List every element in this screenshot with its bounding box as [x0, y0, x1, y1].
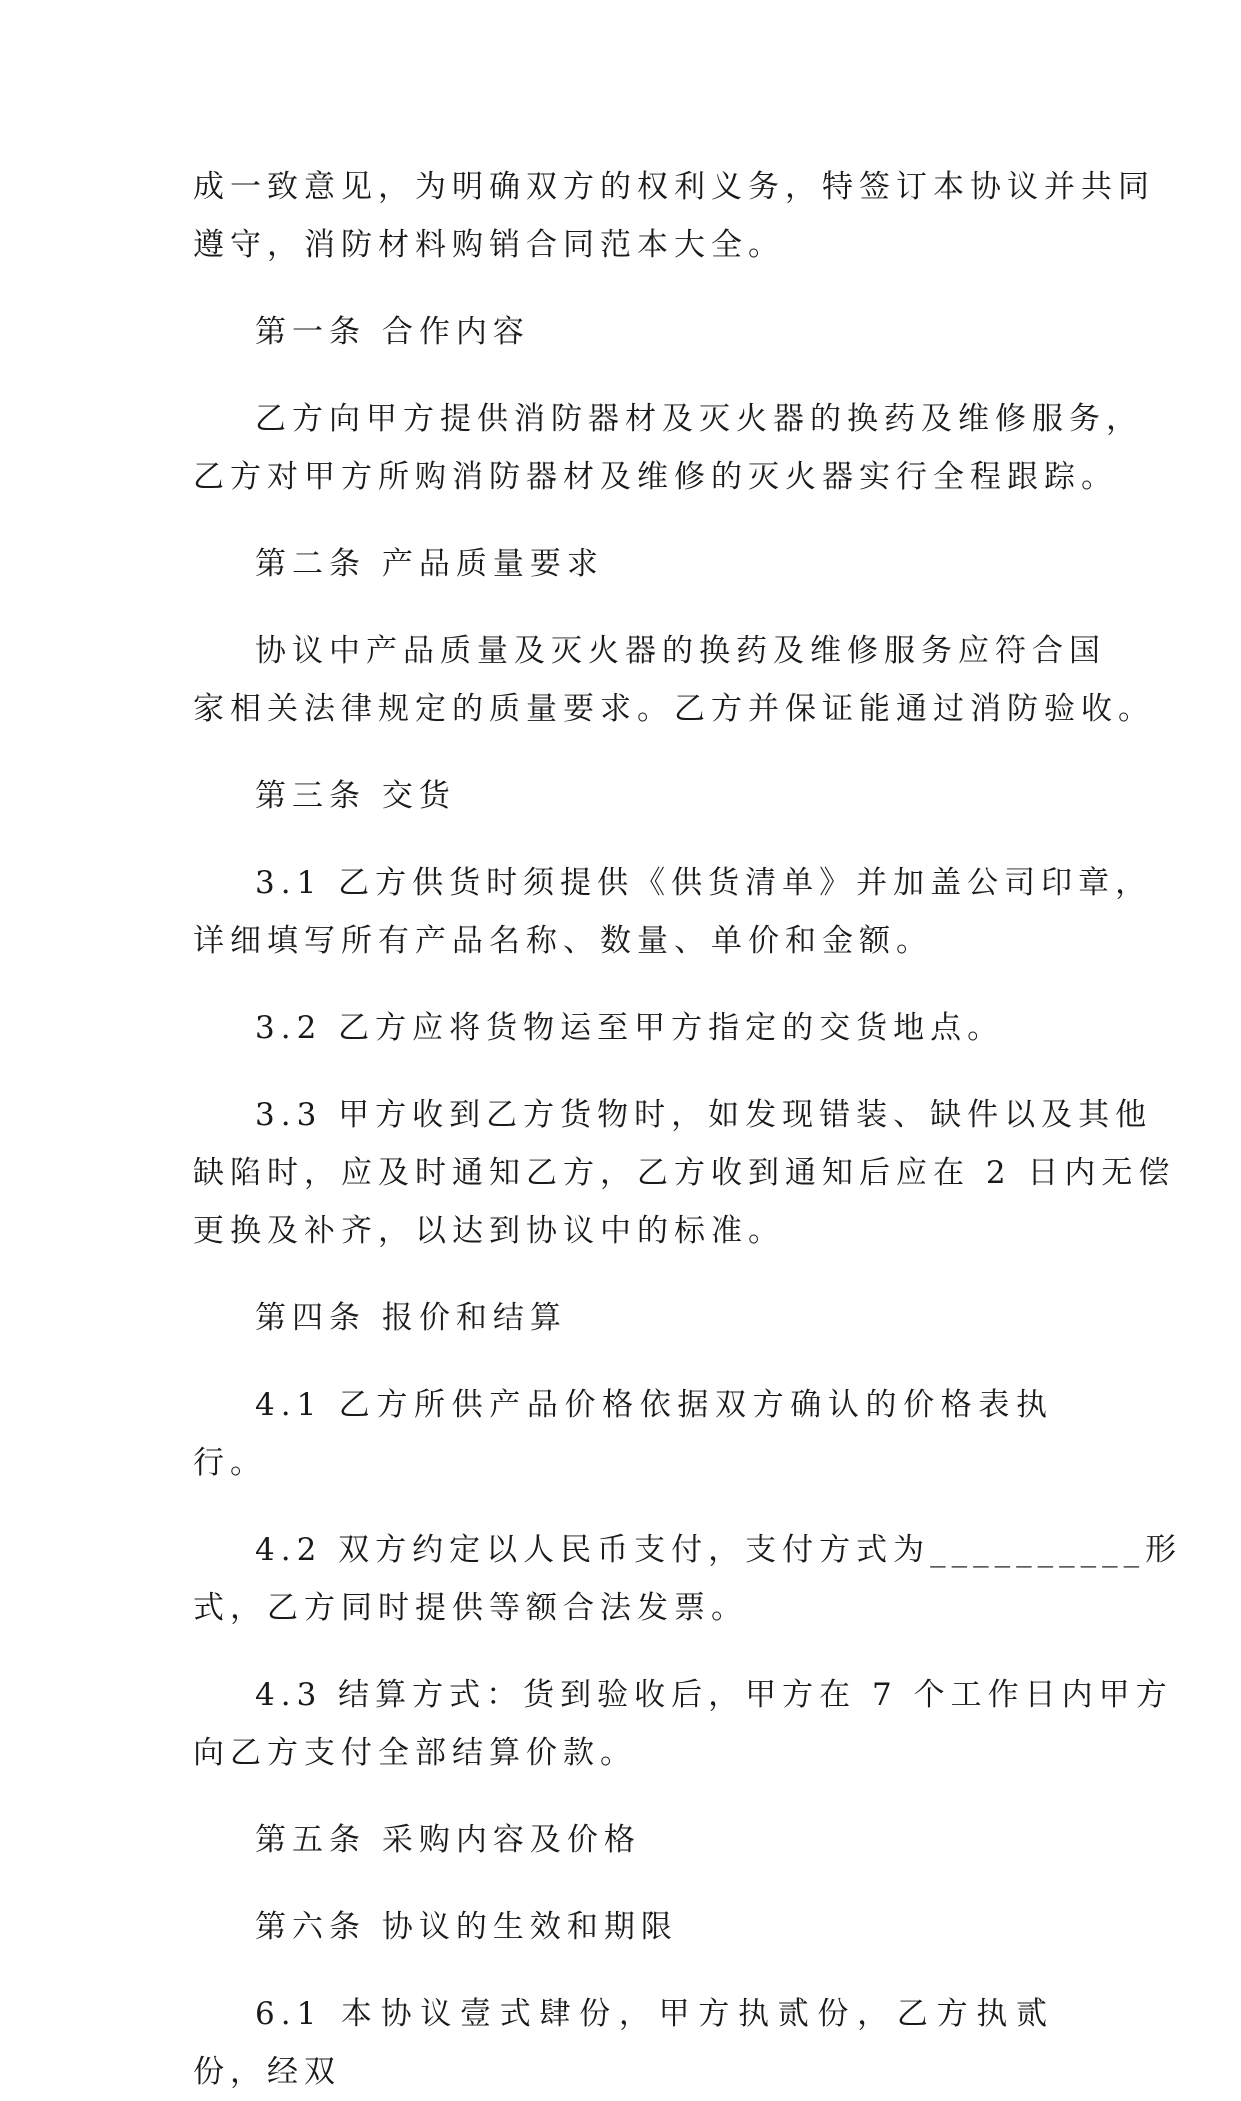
text-line: 遵守，消防材料购销合同范本大全。: [193, 227, 785, 263]
clause-4-3: [193, 1666, 1173, 1782]
clause-6-1: 6.1 本协议壹式肆份，甲方执贰份，乙方执贰份，经双: [193, 1996, 1053, 2090]
text-line: 4.3 结算方式：货到验收后，甲方在 7 个工作日内甲方: [255, 1677, 1173, 1713]
article-4-title: 第四条 报价和结算: [255, 1300, 567, 1336]
clause-4-2: [193, 1521, 1183, 1637]
clause-3-2: 3.2 乙方应将货物运至甲方指定的交货地点。: [255, 1010, 1005, 1046]
clause-3-1: [193, 854, 1153, 970]
text-line: 3.3 甲方收到乙方货物时，如发现错装、缺件以及其他: [255, 1097, 1153, 1133]
article-2-title: 第二条 产品质量要求: [255, 546, 604, 582]
text-line: 3.1 乙方供货时须提供《供货清单》并加盖公司印章，: [255, 865, 1153, 901]
article-3-title: 第三条 交货: [255, 778, 456, 814]
article-1-body: [193, 390, 1143, 506]
text-line: 乙方对甲方所购消防器材及维修的灭火器实行全程跟踪。: [193, 459, 1118, 495]
text-line: 缺陷时，应及时通知乙方，乙方收到通知后应在 2 日内无偿: [193, 1155, 1176, 1191]
text-line: 详细填写所有产品名称、数量、单价和金额。: [193, 923, 933, 959]
article-2-body: [193, 622, 1155, 738]
text-line: 家相关法律规定的质量要求。乙方并保证能通过消防验收。: [193, 691, 1155, 727]
text-line: 式，乙方同时提供等额合法发票。: [193, 1590, 748, 1626]
text-line: 成一致意见，为明确双方的权利义务，特签订本协议并共同: [193, 169, 1155, 205]
document-body: [193, 158, 1183, 2101]
article-5-title: 第五条 采购内容及价格: [255, 1822, 641, 1858]
intro-paragraph: [193, 158, 1155, 274]
text-line: 向乙方支付全部结算价款。: [193, 1735, 637, 1771]
article-1-title: 第一条 合作内容: [255, 314, 530, 350]
article-6-title: 第六条 协议的生效和期限: [255, 1909, 678, 1945]
text-line: 4.2 双方约定以人民币支付，支付方式为__________形: [255, 1532, 1183, 1568]
text-line: 更换及补齐，以达到协议中的标准。: [193, 1213, 785, 1249]
clause-3-3: [193, 1086, 1176, 1260]
text-line: 协议中产品质量及灭火器的换药及维修服务应符合国: [255, 633, 1106, 669]
text-line: 乙方向甲方提供消防器材及灭火器的换药及维修服务，: [255, 401, 1143, 437]
clause-4-1: 4.1 乙方所供产品价格依据双方确认的价格表执行。: [193, 1387, 1053, 1481]
